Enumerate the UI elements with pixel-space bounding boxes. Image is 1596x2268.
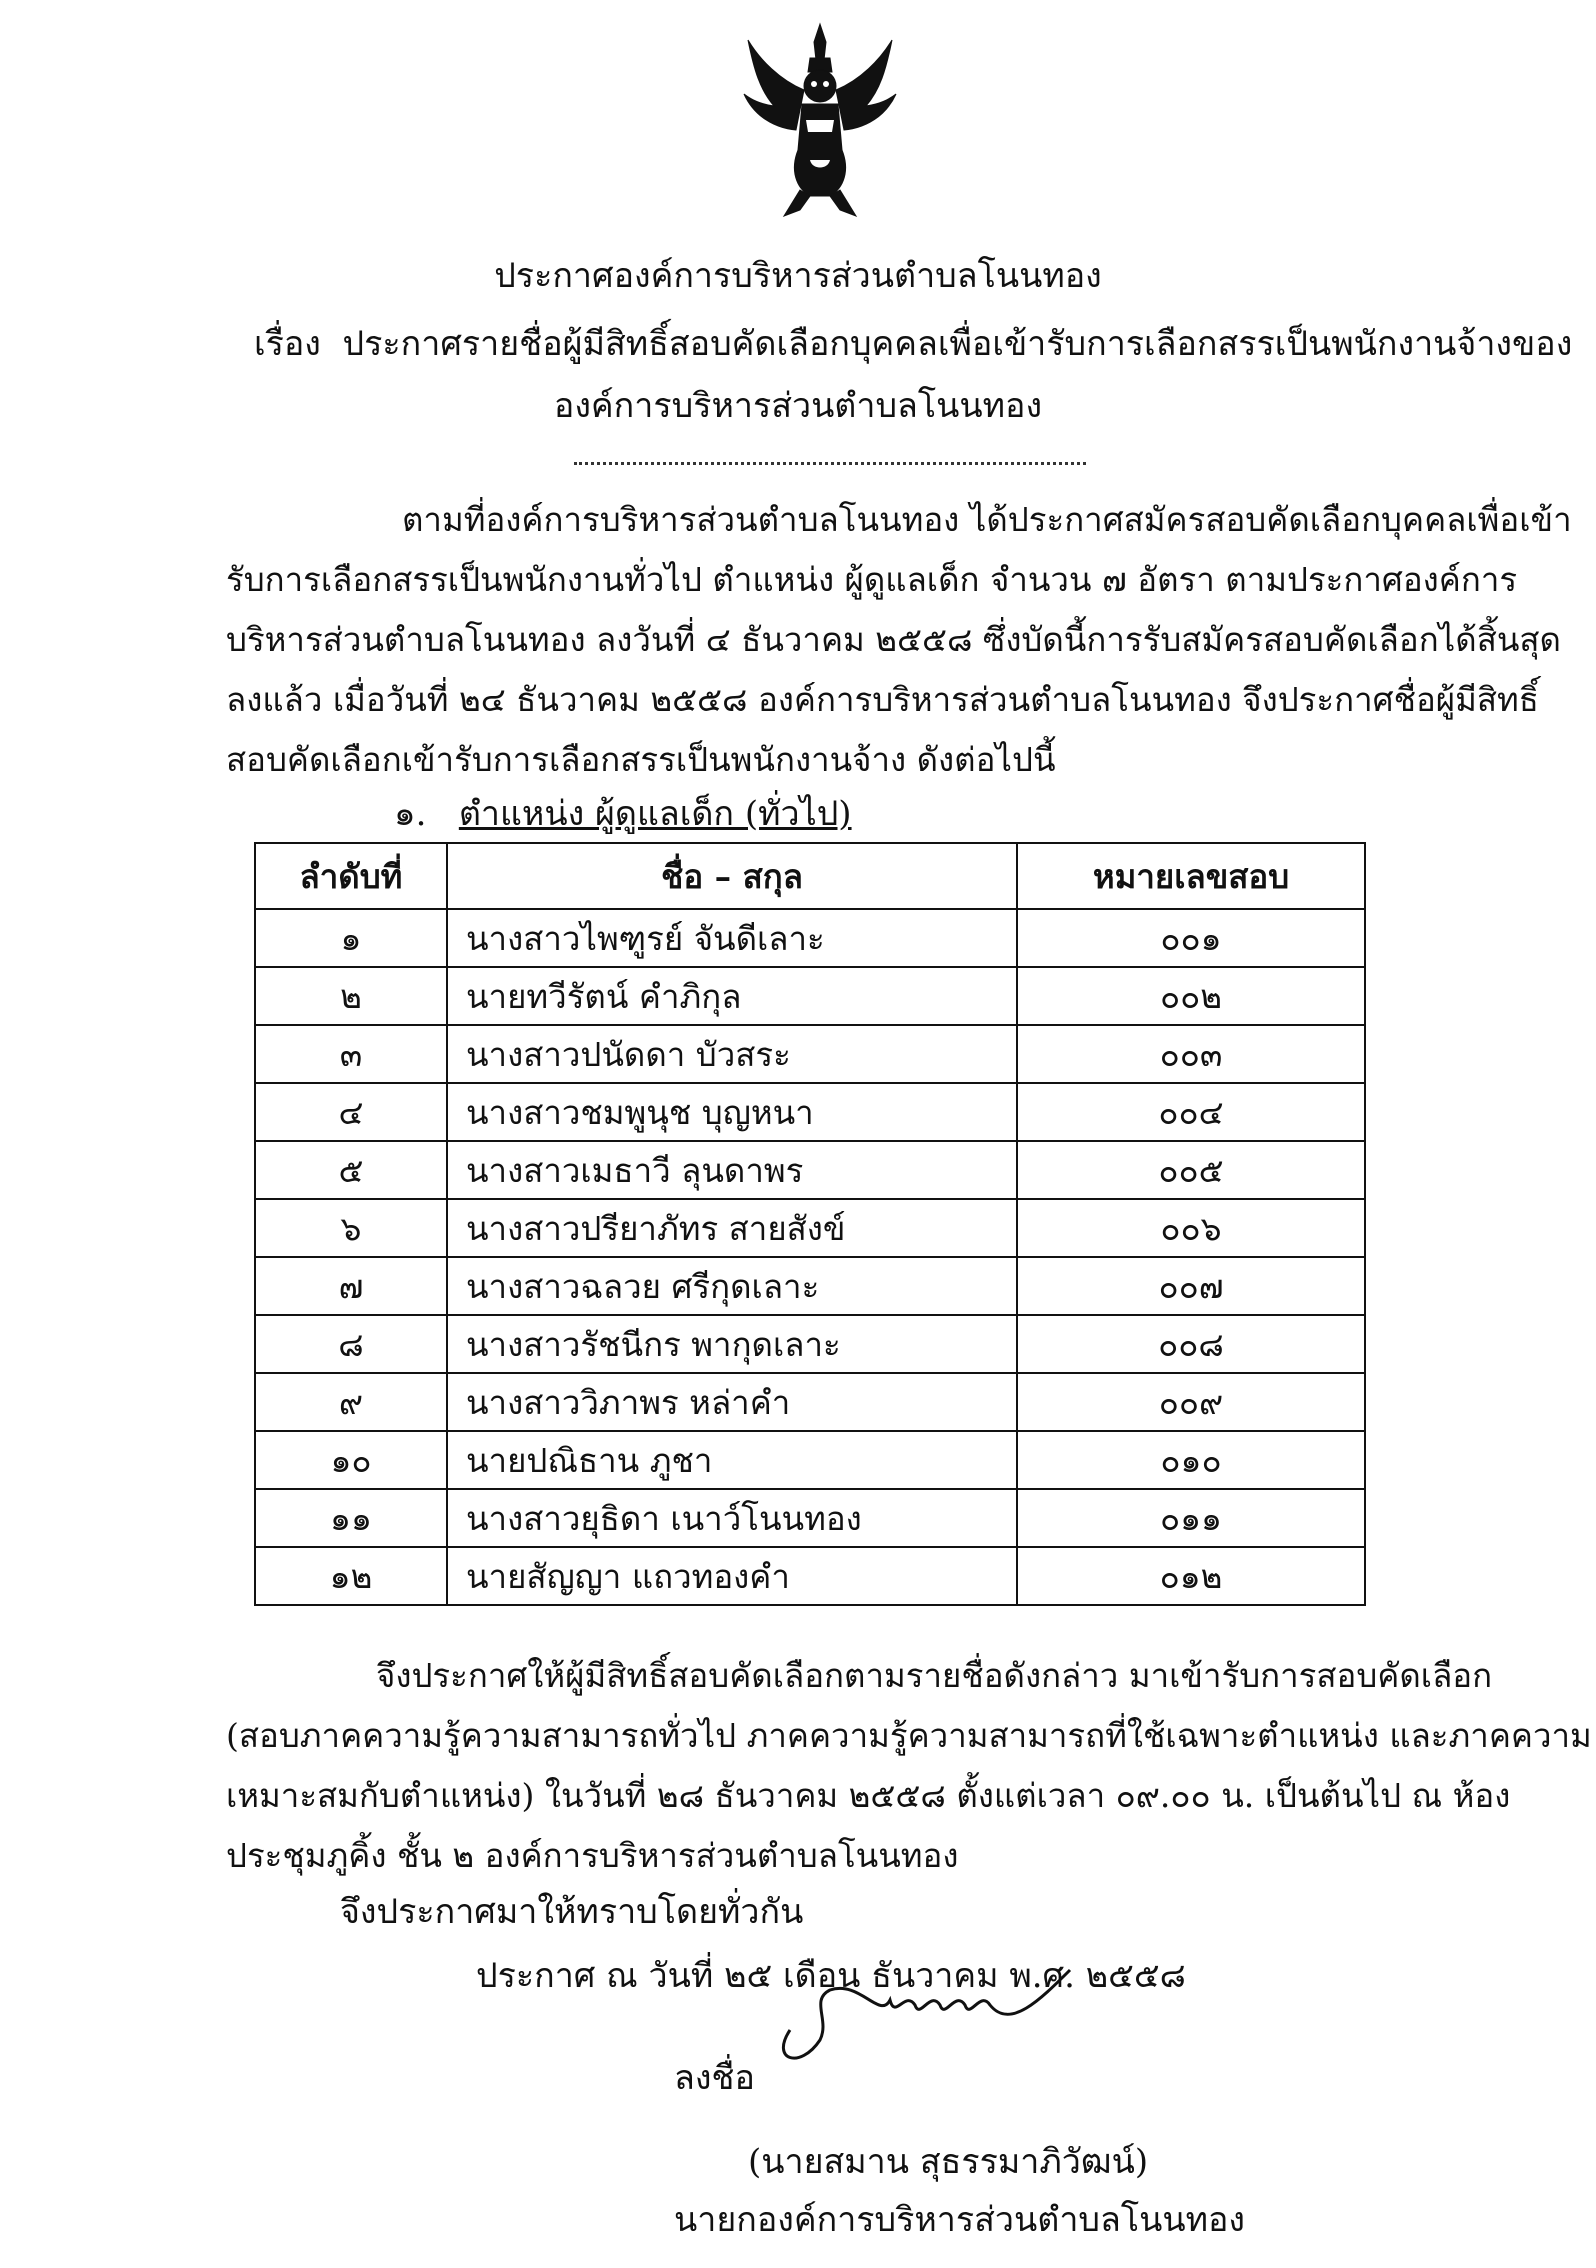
table-row — [255, 967, 1365, 1025]
table-row — [255, 1141, 1365, 1199]
row-name: นางสาวปรียาภัทร สายสังข์ — [447, 1199, 1017, 1257]
table-row — [255, 1199, 1365, 1257]
row-name: นางสาวรัชนีกร พากุดเลาะ — [447, 1315, 1017, 1373]
row-number: ๑๒ — [255, 1547, 447, 1605]
table-row — [255, 1083, 1365, 1141]
table-row — [255, 1547, 1365, 1605]
row-number: ๖ — [255, 1199, 447, 1257]
row-name: นางสาวเมธาวี ลุนดาพร — [447, 1141, 1017, 1199]
row-number: ๕ — [255, 1141, 447, 1199]
garuda-emblem — [740, 20, 900, 220]
announce-date: ประกาศ ณ วันที่ ๒๕ เดือน ธันวาคม พ.ศ. ๒๕๕๘ — [476, 1956, 1186, 1996]
row-number: ๑๑ — [255, 1489, 447, 1547]
closing-line: ประชุมภูคิ้ง ชั้น ๒ องค์การบริหารส่วนตำบลโนนทอง — [226, 1836, 959, 1875]
closing-line: (สอบภาคความรู้ความสามารถทั่วไป ภาคความรู้ความสามารถที่ใช้เฉพาะตำแหน่ง และภาคความ — [226, 1716, 1592, 1755]
intro-line: ลงแล้ว เมื่อวันที่ ๒๔ ธันวาคม ๒๕๕๘ องค์การบริหารส่วนตำบลโนนทอง จึงประกาศชื่อผู้มีสิทธิ์ — [226, 680, 1539, 719]
row-name: นางสาวชมพูนุช บุญหนา — [447, 1083, 1017, 1141]
signer-position: นายกองค์การบริหารส่วนตำบลโนนทอง — [674, 2200, 1246, 2240]
table-row — [255, 1373, 1365, 1431]
document-title: ประกาศองค์การบริหารส่วนตำบลโนนทอง — [494, 256, 1102, 296]
row-code: ๐๐๒ — [1017, 967, 1365, 1025]
row-code: ๐๐๖ — [1017, 1199, 1365, 1257]
row-code: ๐๐๗ — [1017, 1257, 1365, 1315]
row-name: นางสาวไพฑูรย์ จันดีเลาะ — [447, 909, 1017, 967]
table-row — [255, 1257, 1365, 1315]
sign-label: ลงชื่อ — [674, 2058, 755, 2098]
row-code: ๐๐๑ — [1017, 909, 1365, 967]
intro-line: รับการเลือกสรรเป็นพนักงานทั่วไป ตำแหน่ง ผู้ดูแลเด็ก จำนวน ๗ อัตรา ตามประกาศองค์การ — [226, 560, 1518, 599]
closing-line: เหมาะสมกับตำแหน่ง) ในวันที่ ๒๘ ธันวาคม ๒๕๕๘ ตั้งแต่เวลา ๐๙.๐๐ น. เป็นต้นไป ณ ห้อง — [226, 1776, 1511, 1815]
row-code: ๐๐๙ — [1017, 1373, 1365, 1431]
row-name: นางสาวปนัดดา บัวสระ — [447, 1025, 1017, 1083]
row-code: ๐๐๓ — [1017, 1025, 1365, 1083]
subject-text-2: องค์การบริหารส่วนตำบลโนนทอง — [553, 386, 1043, 426]
section-title: ตำแหน่ง ผู้ดูแลเด็ก (ทั่วไป) — [458, 794, 852, 834]
table-row — [255, 1489, 1365, 1547]
closing-notice: จึงประกาศมาให้ทราบโดยทั่วกัน — [340, 1892, 804, 1932]
section-heading — [394, 790, 852, 838]
column-header-no: ลำดับที่ — [255, 843, 447, 909]
row-name: นายทวีรัตน์ คำภิกุล — [447, 967, 1017, 1025]
intro-line: บริหารส่วนตำบลโนนทอง ลงวันที่ ๔ ธันวาคม ๒๕๕๘ ซึ่งบัดนี้การรับสมัครสอบคัดเลือกได้สิ้นสุด — [226, 620, 1561, 659]
subject-line — [254, 320, 1572, 368]
row-number: ๙ — [255, 1373, 447, 1431]
table-row — [255, 1025, 1365, 1083]
subject-prefix: เรื่อง — [254, 324, 321, 364]
intro-paragraph — [226, 490, 1572, 790]
signature-scribble — [770, 1960, 1090, 2080]
row-code: ๐๐๕ — [1017, 1141, 1365, 1199]
row-name: นางสาววิภาพร หล่าคำ — [447, 1373, 1017, 1431]
row-code: ๐๑๐ — [1017, 1431, 1365, 1489]
row-number: ๘ — [255, 1315, 447, 1373]
row-number: ๗ — [255, 1257, 447, 1315]
row-name: นางสาวยุธิดา เนาว์โนนทอง — [447, 1489, 1017, 1547]
column-header-name: ชื่อ – สกุล — [447, 843, 1017, 909]
row-number: ๒ — [255, 967, 447, 1025]
closing-paragraph — [226, 1646, 1592, 1886]
row-name: นายปณิธาน ภูชา — [447, 1431, 1017, 1489]
row-code: ๐๑๒ — [1017, 1547, 1365, 1605]
row-number: ๔ — [255, 1083, 447, 1141]
intro-line: ตามที่องค์การบริหารส่วนตำบลโนนทอง ได้ประกาศสมัครสอบคัดเลือกบุคคลเพื่อเข้า — [402, 500, 1572, 539]
table-row — [255, 1315, 1365, 1373]
subject-text-1: ประกาศรายชื่อผู้มีสิทธิ์สอบคัดเลือกบุคคลเพื่อเข้ารับการเลือกสรรเป็นพนักงานจ้างของ — [342, 324, 1573, 364]
table-header-row — [255, 843, 1365, 909]
column-header-code: หมายเลขสอบ — [1017, 843, 1365, 909]
row-name: นายสัญญา แถวทองคำ — [447, 1547, 1017, 1605]
row-number: ๓ — [255, 1025, 447, 1083]
section-number: ๑. — [394, 794, 427, 834]
closing-line: จึงประกาศให้ผู้มีสิทธิ์สอบคัดเลือกตามรายชื่อดังกล่าว มาเข้ารับการสอบคัดเลือก — [376, 1656, 1493, 1695]
row-number: ๑ — [255, 909, 447, 967]
row-code: ๐๐๘ — [1017, 1315, 1365, 1373]
row-name: นางสาวฉลวย ศรีกุดเลาะ — [447, 1257, 1017, 1315]
row-code: ๐๐๔ — [1017, 1083, 1365, 1141]
row-number: ๑๐ — [255, 1431, 447, 1489]
candidate-table — [254, 842, 1366, 1606]
row-code: ๐๑๑ — [1017, 1489, 1365, 1547]
signer-name: (นายสมาน สุธรรมาภิวัฒน์) — [748, 2142, 1149, 2182]
intro-line: สอบคัดเลือกเข้ารับการเลือกสรรเป็นพนักงานจ้าง ดังต่อไปนี้ — [226, 740, 1056, 779]
dotted-divider — [574, 462, 1086, 465]
table-row — [255, 1431, 1365, 1489]
table-row — [255, 909, 1365, 967]
